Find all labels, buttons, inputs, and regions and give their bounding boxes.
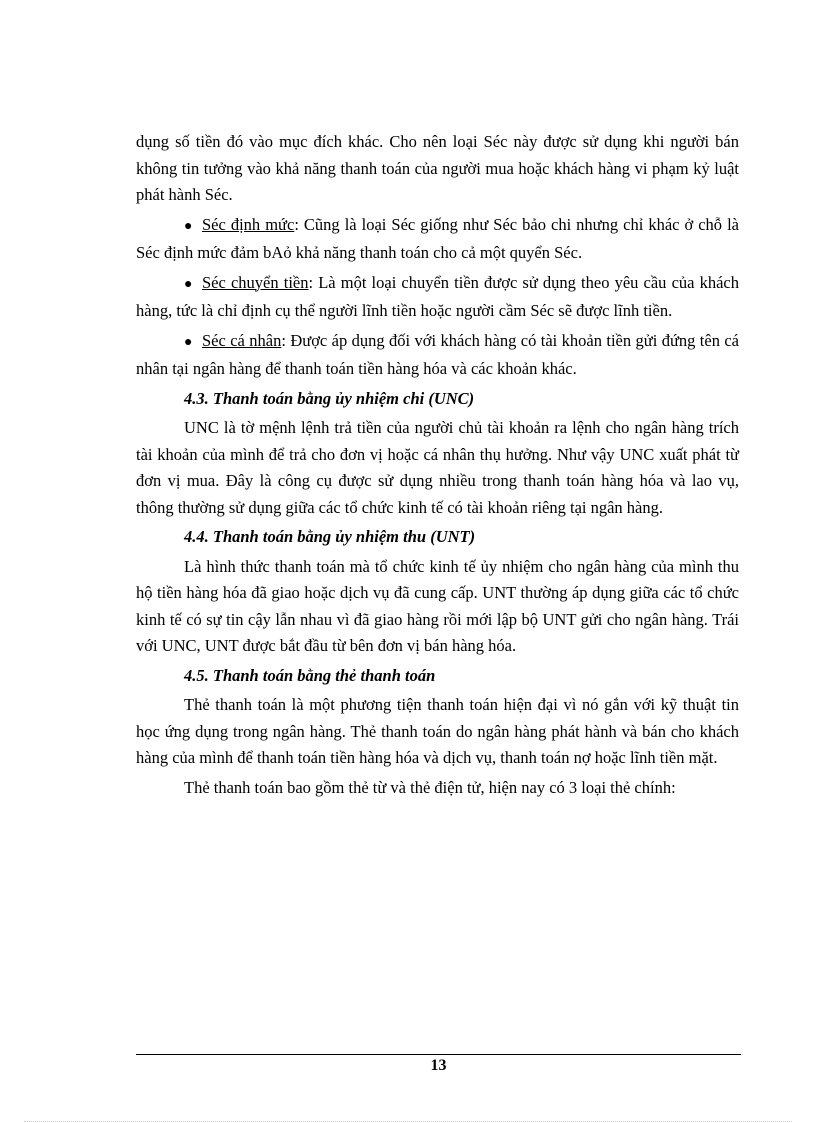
bullet-term: Séc cá nhân — [202, 330, 282, 350]
paragraph-card-intro: Thẻ thanh toán là một phương tiện thanh toán hiện đại vì nó gắn với kỹ thuật tin học ứng dụng trong ngân hàng. Thẻ thanh toán do ngân hàng phát hành và bán cho khách hàng của mình để thanh toán tiền hàng hóa và dịch vụ, thanh toán nợ hoặc lĩnh tiền mặt. — [136, 695, 739, 767]
footer-divider — [136, 1054, 741, 1055]
paragraph-unt: Là hình thức thanh toán mà tổ chức kinh tế ủy nhiệm cho ngân hàng của mình thu hộ tiền hàng hóa đã giao hoặc dịch vụ đã cung cấp. UNT thường áp dụng giữa các tổ chức kinh tế có sự tin cậy lẫn nhau vì đã giao hàng rồi mới lập bộ UNT gửi cho ngân hàng. Trái với UNC, UNT được bắt đầu từ bên đơn vị bán hàng hóa. — [136, 556, 739, 655]
bullet-text: : Là một loại chuyển tiền được sử dụng theo yêu cầu của khách hàng, tức là chỉ định cụ thể người lĩnh tiền hoặc người cầm Séc sẽ được lĩnh tiền. — [136, 272, 739, 320]
bullet-item — [136, 212, 739, 267]
bullet-icon: ● — [184, 276, 193, 292]
page-number: 13 — [430, 1057, 447, 1074]
section-heading-4-5: 4.5. Thanh toán bằng thẻ thanh toán — [184, 665, 436, 685]
paragraph-card-types: Thẻ thanh toán bao gồm thẻ từ và thẻ điện tử, hiện nay có 3 loại thẻ chính: — [184, 777, 676, 797]
bullet-term: Séc định mức — [202, 214, 295, 234]
bullet-item — [136, 328, 739, 383]
bullet-item — [136, 270, 739, 325]
section-heading-4-3: 4.3. Thanh toán bằng ủy nhiệm chi (UNC) — [184, 388, 475, 408]
paragraph-intro: dụng số tiền đó vào mục đích khác. Cho nên loại Séc này được sử dụng khi người bán không tin tưởng vào khả năng thanh toán của người mua hoặc khách hàng vi phạm kỷ luật phát hành Séc. — [136, 132, 739, 204]
bullet-term: Séc chuyển tiền — [202, 272, 309, 292]
document-body — [136, 129, 739, 804]
section-heading-4-4: 4.4. Thanh toán bằng ủy nhiệm thu (UNT) — [184, 527, 476, 546]
bullet-icon: ● — [184, 334, 193, 350]
paragraph-unc: UNC là tờ mệnh lệnh trả tiền của người chủ tài khoản ra lệnh cho ngân hàng trích tài khoản của mình để trả cho đơn vị hoặc cá nhân thụ hưởng. Như vậy UNC xuất phát từ đơn vị mua. Đây là công cụ được sử dụng nhiều trong thanh toán hàng hóa và lao vụ, thông thường sử dụng giữa các tổ chức kinh tế có tài khoản riêng tại ngân hàng. — [136, 418, 739, 517]
bullet-text: : Được áp dụng đối với khách hàng có tài khoản tiền gửi đứng tên cá nhân tại ngân hàng để thanh toán tiền hàng hóa và các khoản khác. — [136, 330, 739, 378]
page-edge-divider — [24, 1121, 792, 1122]
bullet-text: : Cũng là loại Séc giống như Séc bảo chi nhưng chỉ khác ở chỗ là Séc định mức đảm bAỏ khả năng thanh toán cho cả một quyển Séc. — [136, 214, 739, 262]
bullet-icon: ● — [184, 218, 193, 234]
